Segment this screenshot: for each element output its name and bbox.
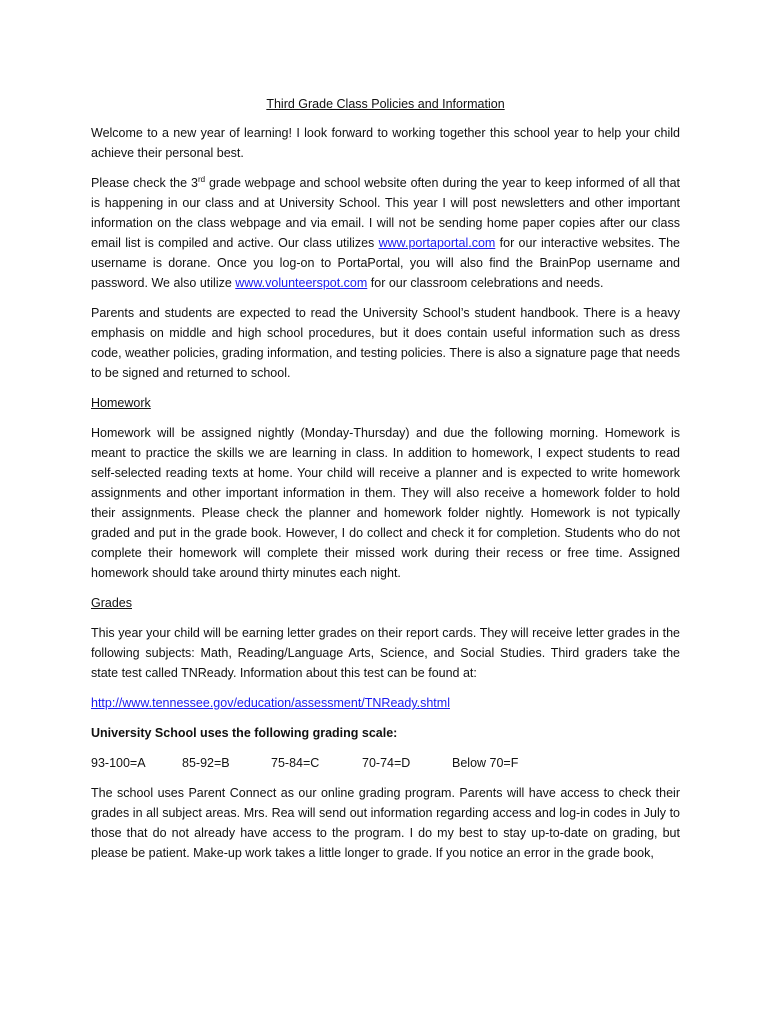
portaportal-link[interactable]: www.portaportal.com	[378, 236, 496, 250]
grading-scale	[91, 753, 680, 773]
grading-scale-title: University School uses the following grading scale:	[91, 726, 398, 740]
homework-heading: Homework	[91, 396, 151, 410]
webpage-text-4: for our classroom celebrations and needs.	[367, 276, 604, 290]
ordinal-suffix: rd	[197, 174, 206, 184]
parent-connect-paragraph: The school uses Parent Connect as our online grading program. Parents will have access to check their grades in all subject areas. Mrs. Rea will send out information regarding access and log-in codes in July to those that do not already have access to the program. I do my best to stay up-to-date on grading, but please be patient. Make-up work takes a little longer to grade. If you notice an error in the grade book,	[91, 786, 680, 860]
grade-scale-b: 85-92=B	[182, 756, 230, 770]
webpage-text-3: for our interactive websites. The username is dorane. Once you log-on to PortaPortal, you will also find the BrainPop username and password. We also utilize	[91, 236, 680, 290]
welcome-paragraph: Welcome to a new year of learning! I look forward to working together this school year to help your child achieve their personal best.	[91, 126, 680, 160]
document-content	[91, 94, 680, 873]
homework-paragraph: Homework will be assigned nightly (Monday-Thursday) and due the following morning. Homework is meant to practice the skills we are learning in class. In addition to homework, I expect students to read self-selected reading texts at home. Your child will receive a planner and is expected to write homework assignments and other important information in them. They will also receive a homework folder to hold their assignments. Please check the planner and homework folder nightly. Homework is not typically graded and put in the grade book. However, I do collect and check it for completion. Students who do not complete their homework will complete their missed work during their recess or free time. Assigned homework should take around thirty minutes each night.	[91, 426, 680, 580]
grades-heading: Grades	[91, 596, 132, 610]
webpage-text-1: Please check the 3	[91, 176, 198, 190]
grade-scale-c: 75-84=C	[271, 756, 320, 770]
volunteerspot-link[interactable]: www.volunteerspot.com	[235, 276, 368, 290]
page-title: Third Grade Class Policies and Information	[266, 97, 505, 111]
tnready-link[interactable]: http://www.tennessee.gov/education/assessment/TNReady.shtml	[91, 696, 450, 710]
grade-scale-f: Below 70=F	[452, 756, 519, 770]
handbook-paragraph: Parents and students are expected to read the University School’s student handbook. There is a heavy emphasis on middle and high school procedures, but it does contain useful information such as dress code, weather policies, grading information, and testing policies. There is also a signature page that needs to be signed and returned to school.	[91, 306, 680, 380]
webpage-text-2: grade webpage and school website often during the year to keep informed of all that is happening in our class and at University School. This year I will post newsletters and other important information on the class webpage and via email. I will not be sending home paper copies after our class email list is compiled and active. Our class utilizes	[91, 176, 680, 250]
webpage-paragraph	[91, 173, 680, 293]
grade-scale-a: 93-100=A	[91, 756, 146, 770]
grades-paragraph: This year your child will be earning letter grades on their report cards. They will receive letter grades in the following subjects: Math, Reading/Language Arts, Science, and Social Studies. Third graders take the state test called TNReady. Information about this test can be found at:	[91, 626, 680, 680]
grade-scale-d: 70-74=D	[362, 756, 411, 770]
tnready-link-paragraph	[91, 693, 680, 713]
